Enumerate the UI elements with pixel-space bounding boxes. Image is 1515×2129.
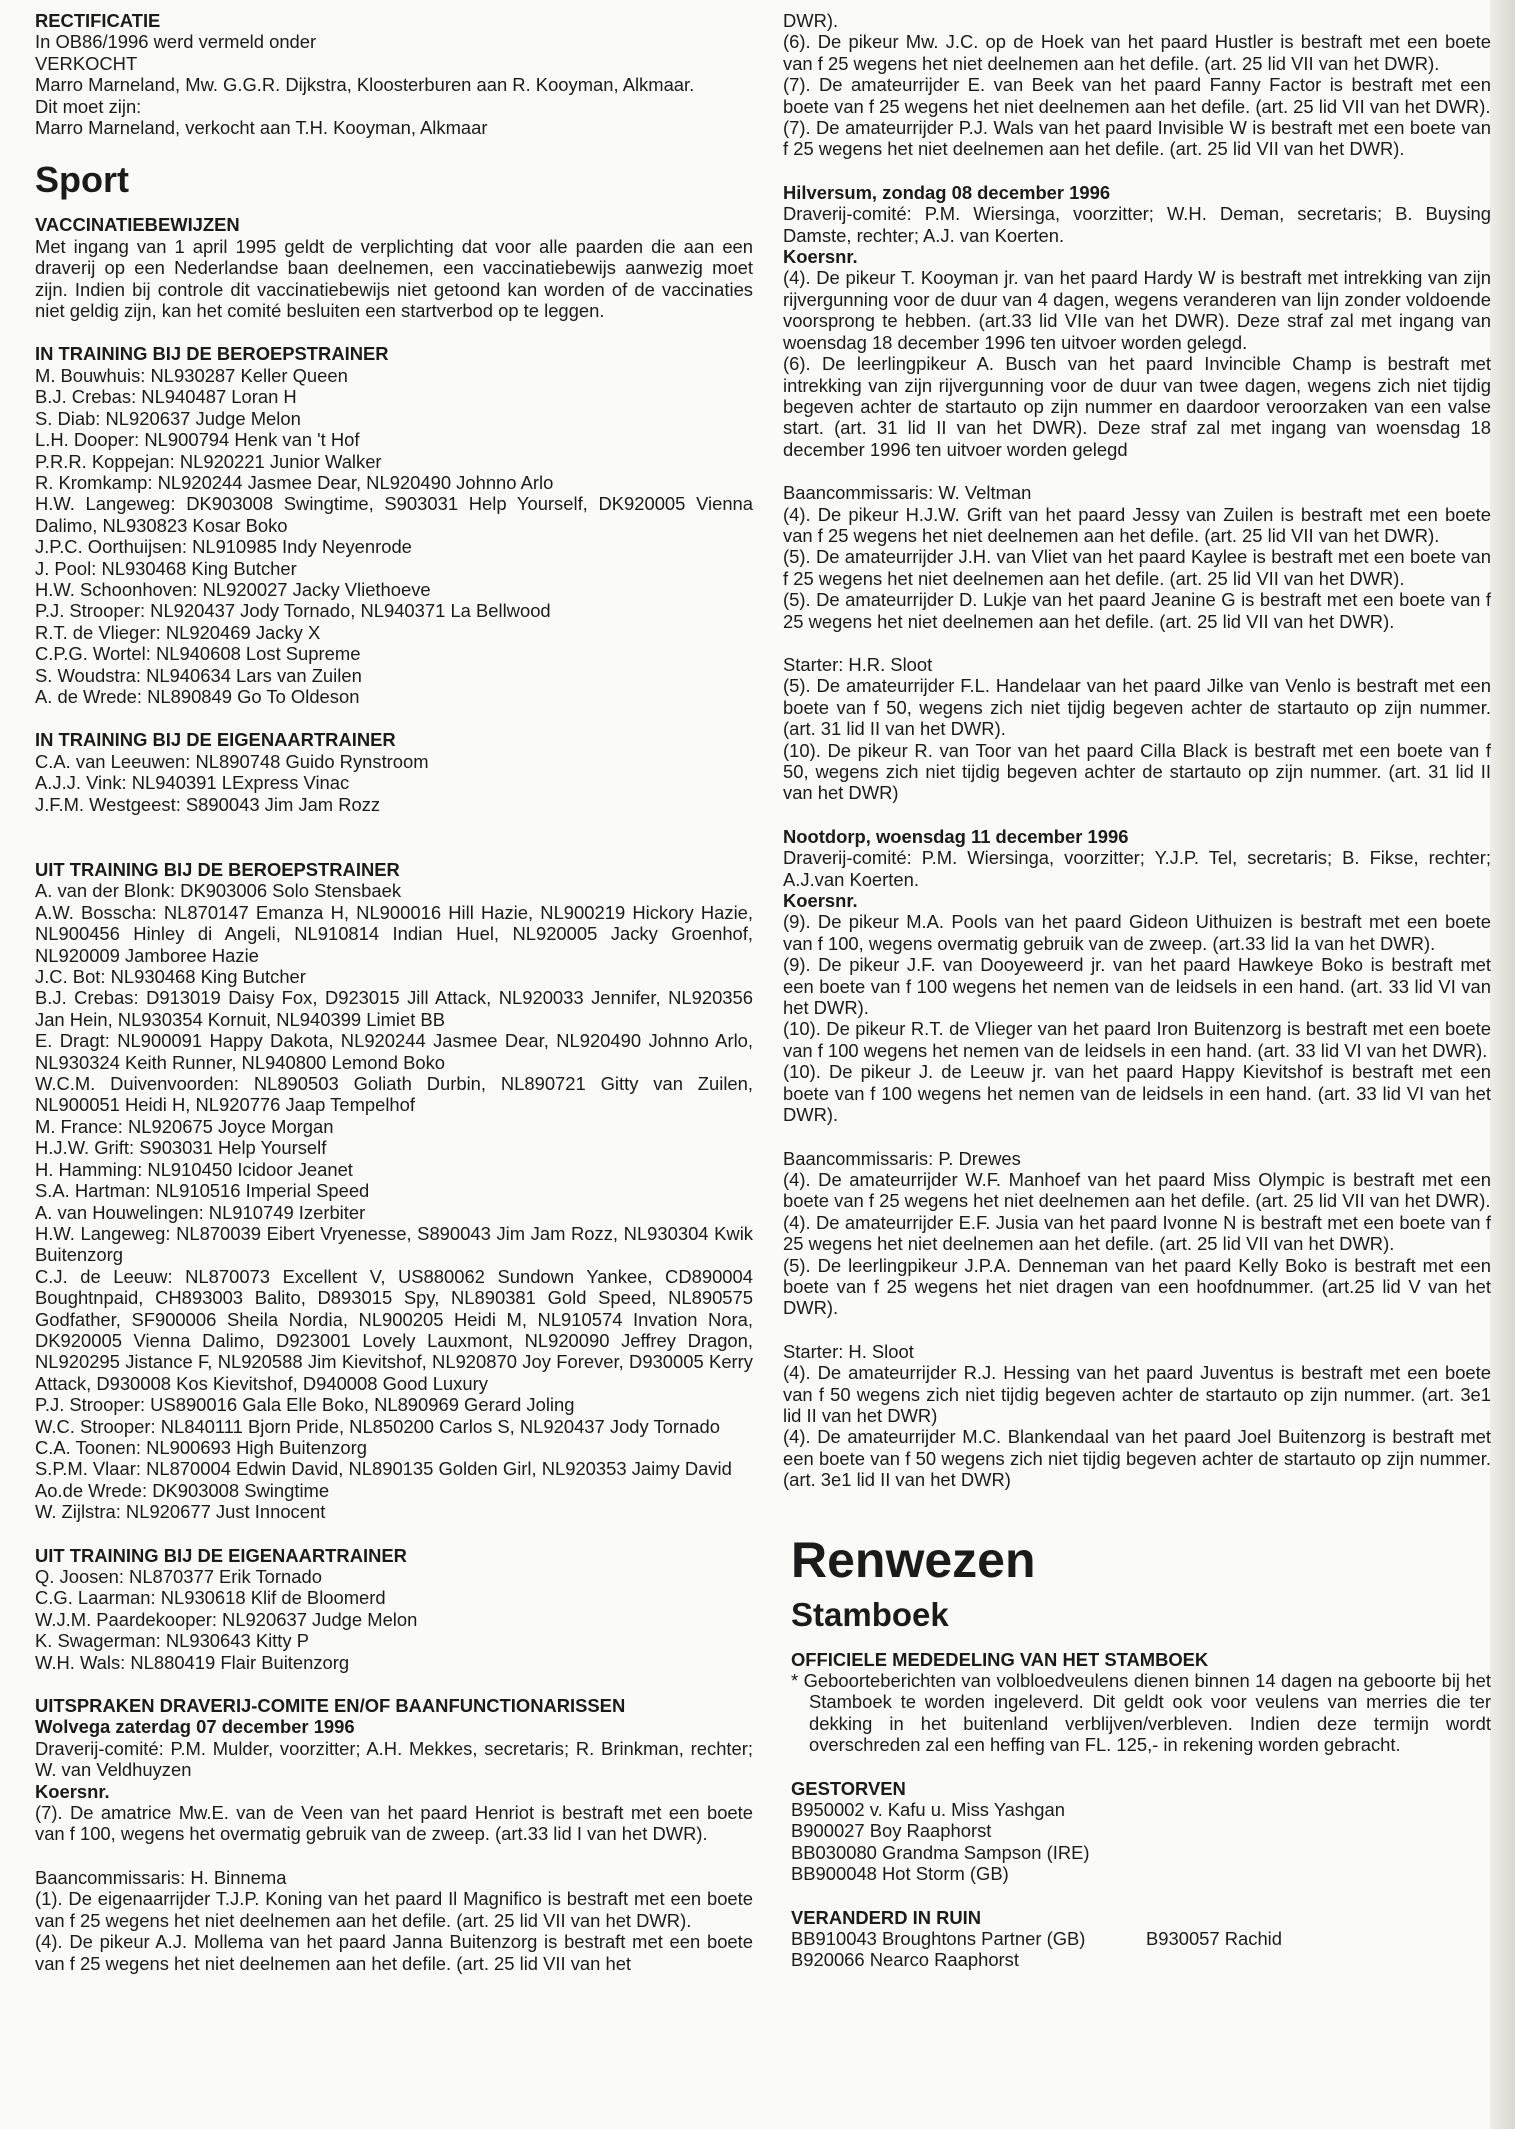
list-item: M. France: NL920675 Joyce Morgan — [35, 1115, 334, 1137]
list-item: B900027 Boy Raaphorst — [791, 1820, 992, 1842]
uit-training-beroepstrainer — [35, 859, 753, 1523]
ruling: (4). De amateurrijder E.F. Jusia van het paard Ivonne N is bestraft met een boete van f 25 wegens het niet deelnemen aan het defile. (art. 25 lid VII van het DWR). — [783, 1211, 1491, 1255]
list-item: W.C.M. Duivenvoorden: NL890503 Goliath Durbin, NL890721 Gitty van Zuilen, NL900051 Heidi H, NL920776 Jaap Tempelhof — [35, 1073, 753, 1116]
rectificatie-title: RECTIFICATIE — [35, 10, 161, 31]
list-item: W. Zijlstra: NL920677 Just Innocent — [35, 1501, 326, 1523]
list-item: BB910043 Broughtons Partner (GB) — [791, 1928, 1086, 1950]
ruling: (7). De amateurrijder P.J. Wals van het paard Invisible W is bestraft met een boete van f 25 wegens het niet deelnemen aan het defile. (art. 25 lid VII van het DWR). — [783, 117, 1491, 160]
vaccinatie-text: Met ingang van 1 april 1995 geldt de verplichting dat voor alle paarden die aan een draverij op een Nederlandse baan deelnemen, een vaccinatiebewijs aanwezig moet zijn. Indien bij controle dit vaccinatiebewijs niet getoond kan worden of de vaccinaties niet geldig zijn, kan het comité besluiten een startverbod op te leggen. — [35, 235, 753, 322]
hilversum-title: Hilversum, zondag 08 december 1996 — [783, 181, 1111, 203]
baancommissaris: Baancommissaris: W. Veltman — [783, 482, 1032, 504]
ruling: (4). De amateurrijder M.C. Blankendaal van het paard Joel Buitenzorg is bestraft met een boete van f 50 wegens zich niet tijdig begeven achter de startauto op zijn nummer. (art. 3e1 lid II van het DWR) — [783, 1426, 1491, 1491]
list-item: P.J. Strooper: NL920437 Jody Tornado, NL940371 La Bellwood — [35, 600, 551, 622]
in-training-eigenaartrainer — [35, 729, 753, 815]
koersnr-label: Koersnr. — [783, 890, 858, 912]
ruling: (5). De leerlingpikeur J.P.A. Denneman van het paard Kelly Boko is bestraft met een boete van f 25 wegens het niet dragen van een hoofdnummer. (art.25 lid V van het DWR). — [783, 1254, 1491, 1319]
list-item: P.R.R. Koppejan: NL920221 Junior Walker — [35, 450, 382, 472]
rectificatie-line: In OB86/1996 werd vermeld onder — [35, 31, 317, 53]
nootdorp-comite: Draverij-comité: P.M. Wiersinga, voorzitter; Y.J.P. Tel, secretaris; B. Fikse, rechter; A.J.van Koerten. — [783, 847, 1491, 890]
list-item: A. van Houwelingen: NL910749 Izerbiter — [35, 1201, 366, 1223]
list-item: H.W. Langeweg: DK903008 Swingtime, S903031 Help Yourself, DK920005 Vienna Dalimo, NL930823 Kosar Boko — [35, 493, 753, 536]
hilversum-section — [783, 182, 1491, 804]
uitspraken-title: UITSPRAKEN DRAVERIJ-COMITE EN/OF BAANFUNCTIONARISSEN — [35, 1695, 626, 1717]
list-item: C.A. Toonen: NL900693 High Buitenzorg — [35, 1436, 367, 1458]
ruling: (10). De pikeur R.T. de Vlieger van het paard Iron Buitenzorg is bestraft met een boete van f 100 wegens het nemen van de leidsels in een hand. (art. 33 lid VI van het DWR). — [783, 1018, 1491, 1061]
wolvega-comite: Draverij-comité: P.M. Mulder, voorzitter; A.H. Mekkes, secretaris; R. Brinkman, rechter; W. van Veldhuyzen — [35, 1737, 753, 1781]
list-item: J.C. Bot: NL930468 King Butcher — [35, 966, 306, 988]
gestorven-title: GESTORVEN — [791, 1777, 906, 1799]
wolvega-title: Wolvega zaterdag 07 december 1996 — [35, 1716, 355, 1738]
list-item: BB030080 Grandma Sampson (IRE) — [791, 1841, 1090, 1863]
ruling: (5). De amateurrijder J.H. van Vliet van het paard Kaylee is bestraft met een boete van f 25 wegens het niet deelnemen aan het defile. (art. 25 lid VII van het DWR). — [783, 546, 1491, 589]
list-item: B950002 v. Kafu u. Miss Yashgan — [791, 1799, 1065, 1821]
section-title: UIT TRAINING BIJ DE BEROEPSTRAINER — [35, 859, 400, 880]
sport-heading: Sport — [35, 159, 129, 201]
list-item: A.W. Bosscha: NL870147 Emanza H, NL900016 Hill Hazie, NL900219 Hickory Hazie, NL900456 Hinley di Angeli, NL910814 Indian Huel, NL920005 Jacky Groenhof, NL920009 Jamboree Hazie — [35, 901, 753, 966]
list-item: S. Diab: NL920637 Judge Melon — [35, 407, 301, 429]
right-column — [783, 10, 1491, 1971]
list-item: J.P.C. Oorthuijsen: NL910985 Indy Neyenrode — [35, 536, 412, 558]
list-item: S.A. Hartman: NL910516 Imperial Speed — [35, 1180, 370, 1202]
ruling: (4). De pikeur H.J.W. Grift van het paard Jessy van Zuilen is bestraft met een boete van f 25 wegens het niet deelnemen aan het defile. (art. 25 lid VII van het DWR). — [783, 503, 1491, 546]
uit-training-eigenaartrainer — [35, 1545, 753, 1673]
ruling: DWR). — [783, 10, 839, 31]
list-item: S. Woudstra: NL940634 Lars van Zuilen — [35, 664, 362, 686]
ruling: (4). De amateurrijder W.F. Manhoef van het paard Miss Olympic is bestraft met een boete van f 25 wegens het niet deelnemen aan het defile. (art. 25 lid VII van het DWR). — [783, 1168, 1491, 1212]
list-item: W.J.M. Paardekooper: NL920637 Judge Melon — [35, 1608, 418, 1630]
officiele-text: * Geboorteberichten van volbloedveulens dienen binnen 14 dagen na geboorte bij het Stamboek te worden ingeleverd. Dit geldt ook voor veulens van merries die ter dekking in het buitenland verblijven/verbleven. Indien deze termijn wordt overschreden zal een heffing van FL. 125,- in rekening worden gebracht. — [791, 1670, 1491, 1756]
rectificatie-line: Marro Marneland, verkocht aan T.H. Kooyman, Alkmaar — [35, 117, 488, 139]
ruling: (9). De pikeur M.A. Pools van het paard Gideon Uithuizen is bestraft met een boete van f 100, wegens overmatig gebruik van de zweep. (art.33 lid Ia van het DWR). — [783, 911, 1491, 954]
ruling: (6). De leerlingpikeur A. Busch van het paard Invincible Champ is bestraft met intrekking van zijn rijvergunning voor de duur van twee dagen, wegens zich niet tijdig begeven achter de startauto op zijn nummer en daardoor veroorzaken van een valse start. (art. 31 lid II van het DWR). Deze straf zal met ingang van woensdag 18 december 1996 ten uitvoer worden gelegd — [783, 353, 1491, 460]
ruin-list — [791, 1928, 1491, 1971]
list-item: B.J. Crebas: D913019 Daisy Fox, D923015 Jill Attack, NL920033 Jennifer, NL920356 Jan Hein, NL930354 Kornuit, NL940399 Limiet BB — [35, 987, 753, 1030]
rectificatie-section — [35, 10, 753, 138]
list-item: J. Pool: NL930468 King Butcher — [35, 557, 297, 579]
left-column — [35, 10, 753, 1974]
list-item: C.J. de Leeuw: NL870073 Excellent V, US880062 Sundown Yankee, CD890004 Boughtnpaid, CH893003 Balito, D893015 Spy, NL890381 Gold Speed, NL890575 Godfather, SF900006 Sheila Nordia, NL900205 Heidi M, NL910574 Invation Nora, DK920005 Vienna Dalimo, D923001 Lovely Lauxmont, NL920090 Jeffrey Dragon, NL920295 Jistance F, NL920588 Jim Kievitshof, NL920870 Joy Forever, D930005 Kerry Attack, D930008 Kos Kievitshof, D940008 Good Luxury — [35, 1265, 753, 1394]
list-item: A.J.J. Vink: NL940391 LExpress Vinac — [35, 772, 350, 794]
list-item: E. Dragt: NL900091 Happy Dakota, NL920244 Jasmee Dear, NL920490 Johnno Arlo, NL930324 Keith Runner, NL940800 Lemond Boko — [35, 1030, 753, 1073]
ruling: (4). De amateurrijder R.J. Hessing van het paard Juventus is bestraft met een boete van f 50 wegens zich niet tijdig begeven achter de startauto op zijn nummer. (art. 3e1 lid II van het DWR) — [783, 1362, 1491, 1426]
list-item: C.A. van Leeuwen: NL890748 Guido Rynstroom — [35, 750, 429, 772]
list-item: R.T. de Vlieger: NL920469 Jacky X — [35, 621, 321, 643]
rectificatie-line: Dit moet zijn: — [35, 95, 142, 117]
ruling: (9). De pikeur J.F. van Dooyeweerd jr. van het paard Hawkeye Boko is bestraft met een boete van f 100 wegens het nemen van de leidsels in een hand. (art. 33 lid VI van het DWR). — [783, 954, 1491, 1019]
ruin-title: VERANDERD IN RUIN — [791, 1906, 982, 1928]
baancommissaris: Baancommissaris: P. Drewes — [783, 1147, 1021, 1169]
ruling: (1). De eigenaarrijder T.J.P. Koning van het paard Il Magnifico is bestraft met een boete van f 25 wegens het niet deelnemen aan het defile. (art. 25 lid VII van het DWR). — [35, 1888, 753, 1931]
list-item: W.C. Strooper: NL840111 Bjorn Pride, NL850200 Carlos S, NL920437 Jody Tornado — [35, 1415, 720, 1437]
ruling: (5). De amateurrijder F.L. Handelaar van het paard Jilke van Venlo is bestraft met een boete van f 50, wegens zich niet tijdig begeven achter de startauto op zijn nummer. (art. 31 lid II van het DWR). — [783, 675, 1491, 740]
ruling: (6). De pikeur Mw. J.C. op de Hoek van het paard Hustler is bestraft met een boete van f 25 wegens het niet deelnemen aan het defile. (art. 25 lid VII van het DWR). — [783, 31, 1491, 74]
list-item: B920066 Nearco Raaphorst — [791, 1949, 1019, 1971]
list-item: K. Swagerman: NL930643 Kitty P — [35, 1630, 309, 1652]
ruling: (5). De amateurrijder D. Lukje van het paard Jeanine G is bestraft met een boete van f 25 wegens het niet deelnemen aan het defile. (art. 25 lid VII van het DWR). — [783, 589, 1491, 632]
list-item: A. de Wrede: NL890849 Go To Oldeson — [35, 685, 360, 707]
list-item: Q. Joosen: NL870377 Erik Tornado — [35, 1566, 322, 1587]
list-item: H.W. Langeweg: NL870039 Eibert Vryenesse, S890043 Jim Jam Rozz, NL930304 Kwik Buitenzorg — [35, 1222, 753, 1266]
ruling: (4). De pikeur T. Kooyman jr. van het paard Hardy W is bestraft met intrekking van zijn rijvergunning voor de duur van 4 dagen, wegens veranderen van lijn zonder voldoende voorsprong te hebben. (art.33 lid VIIe van het DWR). Deze straf zal met ingang van woensdag 18 december 1996 ten uitvoer worden gelegd. — [783, 267, 1491, 353]
list-item: W.H. Wals: NL880419 Flair Buitenzorg — [35, 1651, 350, 1673]
list-item: C.P.G. Wortel: NL940608 Lost Supreme — [35, 643, 361, 665]
vaccinatie-title: VACCINATIEBEWIJZEN — [35, 214, 240, 236]
list-item: S.P.M. Vlaar: NL870004 Edwin David, NL890135 Golden Girl, NL920353 Jaimy David — [35, 1458, 732, 1480]
list-item: C.G. Laarman: NL930618 Klif de Bloomerd — [35, 1587, 386, 1609]
baancommissaris: Baancommissaris: H. Binnema — [35, 1866, 287, 1888]
list-item: B.J. Crebas: NL940487 Loran H — [35, 386, 297, 408]
in-training-beroepstrainer — [35, 343, 753, 707]
list-item: BB900048 Hot Storm (GB) — [791, 1863, 1009, 1885]
nootdorp-title: Nootdorp, woensdag 11 december 1996 — [783, 825, 1129, 847]
list-item: H. Hamming: NL910450 Icidoor Jeanet — [35, 1158, 353, 1180]
stamboek-content — [783, 1649, 1491, 1971]
section-title: UIT TRAINING BIJ DE EIGENAARTRAINER — [35, 1544, 407, 1566]
ruling: (7). De amatrice Mw.E. van de Veen van het paard Henriot is bestraft met een boete van f 100, wegens het overmatig gebruik van de zweep. (art.33 lid I van het DWR). — [35, 1802, 753, 1845]
rectificatie-line: Marro Marneland, Mw. G.G.R. Dijkstra, Kloosterburen aan R. Kooyman, Alkmaar. — [35, 74, 695, 96]
list-item: M. Bouwhuis: NL930287 Keller Queen — [35, 364, 348, 386]
section-title: IN TRAINING BIJ DE BEROEPSTRAINER — [35, 343, 389, 365]
nootdorp-section — [783, 826, 1491, 1491]
vaccinatie-section — [35, 214, 753, 321]
list-item: P.J. Strooper: US890016 Gala Elle Boko, NL890969 Gerard Joling — [35, 1394, 575, 1416]
ruling: (10). De pikeur R. van Toor van het paard Cilla Black is bestraft met een boete van f 50, wegens zich niet tijdig begeven achter de startauto op zijn nummer. (art. 31 lid II van het DWR) — [783, 739, 1491, 804]
list-item: L.H. Dooper: NL900794 Henk van 't Hof — [35, 429, 360, 451]
stamboek-heading: Stamboek — [791, 1595, 949, 1633]
koersnr-label: Koersnr. — [783, 246, 858, 268]
rectificatie-line: VERKOCHT — [35, 52, 138, 74]
section-title: IN TRAINING BIJ DE EIGENAARTRAINER — [35, 729, 396, 751]
list-item: A. van der Blonk: DK903006 Solo Stensbaek — [35, 880, 402, 902]
starter: Starter: H.R. Sloot — [783, 653, 933, 675]
hilversum-comite: Draverij-comité: P.M. Wiersinga, voorzitter; W.H. Deman, secretaris; B. Buysing Damste, rechter; A.J. van Koerten. — [783, 203, 1491, 246]
renwezen-heading: Renwezen — [791, 1531, 1036, 1588]
list-item: B930057 Rachid — [1146, 1928, 1282, 1950]
list-item: H.J.W. Grift: S903031 Help Yourself — [35, 1137, 327, 1159]
list-item: Ao.de Wrede: DK903008 Swingtime — [35, 1479, 330, 1501]
officiele-title: OFFICIELE MEDEDELING VAN HET STAMBOEK — [791, 1648, 1209, 1670]
uitspraken-section — [35, 1695, 753, 1974]
ruling: (7). De amateurrijder E. van Beek van het paard Fanny Factor is bestraft met een boete van f 25 wegens het niet deelnemen aan het defile. (art. 25 lid VII van het DWR). — [783, 74, 1491, 117]
ruling: (4). De pikeur A.J. Mollema van het paard Janna Buitenzorg is bestraft met een boete van f 25 wegens het niet deelnemen aan het defile. (art. 25 lid VII van het — [35, 1931, 753, 1974]
starter: Starter: H. Sloot — [783, 1340, 914, 1362]
list-item: R. Kromkamp: NL920244 Jasmee Dear, NL920490 Johnno Arlo — [35, 471, 554, 493]
koersnr-label: Koersnr. — [35, 1780, 110, 1802]
list-item: J.F.M. Westgeest: S890043 Jim Jam Rozz — [35, 793, 381, 815]
ruling: (10). De pikeur J. de Leeuw jr. van het paard Happy Kievitshof is bestraft met een boete van f 100 wegens het nemen van de leidsels in een hand. (art. 33 lid VI van het DWR). — [783, 1061, 1491, 1126]
page-edge-shadow — [1490, 0, 1515, 2129]
list-item: H.W. Schoonhoven: NL920027 Jacky Vliethoeve — [35, 578, 431, 600]
